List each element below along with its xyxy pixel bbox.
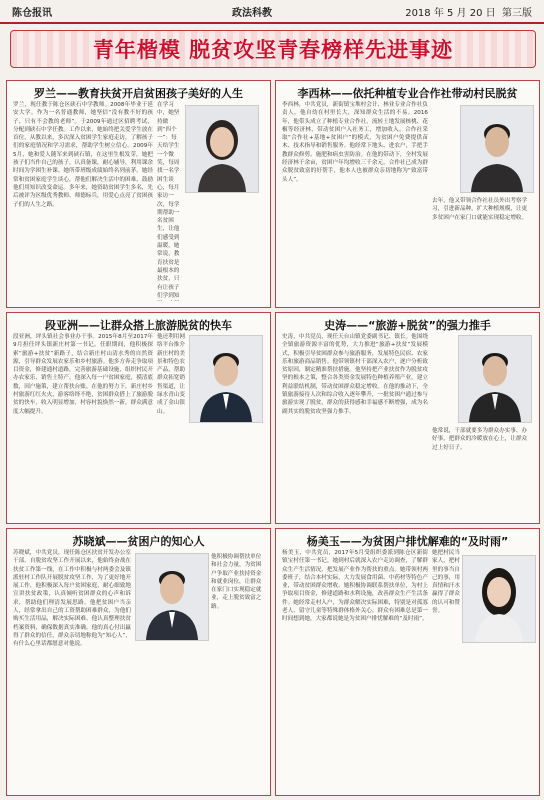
article-title: 苏晓斌——贫困户的知心人 bbox=[72, 535, 205, 548]
page-header bbox=[0, 0, 544, 24]
article-body: 苏晓斌，中共党员，现任陈仓区扶贫开发办公室干部。自脱贫攻坚工作开展以来，他始终奋战在扶贫工作第一线，在工作中积极与村两委会及镇派驻村工作队开展脱贫攻坚工作，为了更好地开展工作，他积极深入每户贫困家庭，耐心细致地宣讲扶贫政策，认真倾听贫困群众的心声和诉求，帮助他们理清发展思路。他把贫困户当亲人，经常拿出自己的工资帮助困难群众，为他们购买生活用品，解决实际困难。他认真整理扶贫档案资料，确保数据真实准确。他的真心付出赢得了群众的信任，群众亲切地称他为“知心人”，有什么心里话都愿意对他说。 bbox=[13, 550, 131, 648]
article-sidebar: 他还利用网络平台推介新庄村的美景和特色农产品，帮助群众拓宽销售渠道，让绿水青山变成了金山银山。 bbox=[157, 334, 185, 415]
portrait-illustration bbox=[461, 106, 533, 192]
article-sidebar: 他积极协调帮扶单位和社会力量，为贫困户争取产业扶持资金和就业岗位，让群众在家门口实现稳定就业，走上脱贫致富之路。 bbox=[211, 554, 262, 610]
article-sidebar: 在学习中，她坚持做到“四个一”：每天给学生一个微笑，每周找一名学困生谈心，每月家访一次，每学期帮助一名贫困生，让他们感受到温暖。她常说，教育扶贫是最根本的扶贫，只有让孩子们学到知 bbox=[157, 102, 180, 299]
portrait-photo bbox=[458, 335, 532, 423]
article-title: 罗兰——教育扶贫开启贫困孩子美好的人生 bbox=[34, 87, 243, 100]
article-title: 史涛——“旅游+脱贫”的强力推手 bbox=[324, 319, 491, 332]
article-duan-yazhou bbox=[6, 312, 271, 524]
portrait-illustration bbox=[186, 106, 258, 192]
portrait-photo bbox=[460, 105, 534, 193]
article-title: 段亚洲——让群众搭上旅游脱贫的快车 bbox=[45, 319, 232, 332]
page-number: 第三版 bbox=[502, 7, 532, 19]
article-su-xiaobin bbox=[6, 528, 271, 796]
portrait-photo bbox=[135, 553, 209, 641]
article-body: 史涛，中共党员，现任天台山镇党委副书记、镇长。他围绕全镇旅游资源丰富的优势，大力推进“旅游+扶贫”发展模式，积极引导贫困群众参与旅游服务，发展特色民宿、农家乐和旅游商品销售。他带领镇村干部深入农户，逐户分析致贫原因，制定精准帮扶措施。他坚持把产业扶贫作为脱贫攻坚的根本之策，整合各类资金发展特色种植养殖产业，建立利益联结机制，带动贫困群众稳定增收。在他的推动下，全镇旅游接待人次和综合收入逐年攀升，一批贫困户通过参与旅游实现了脱贫，群众的获得感和幸福感不断增强，成为名副其实的脱贫攻坚强力推手。 bbox=[282, 334, 428, 415]
article-title: 李西林——依托种植专业合作社带动村民脱贫 bbox=[297, 87, 518, 100]
article-sidebar: 她把村民当家人，把村里的事当自己的事，用真情和汗水赢得了群众的认可和赞誉。 bbox=[432, 550, 460, 615]
headline-banner bbox=[10, 30, 536, 68]
article-body: 李西林，中共党员，新街镇宝堆村会计、林业专业合作社负责人。他自幼在村里长大，深知群众生活的不易。2016年，他带头成立了种植专业合作社，流转土地发展核桃、花椒等经济林，带动贫困户入社务工，增加收入。合作社采取“合作社+基地+贫困户”的模式，为贫困户免费提供苗木、技术指导和销售服务。他经常下地头、进农户，手把手教群众修剪、施肥和病虫害防治。在他的带动下，全村发展经济林千余亩，贫困户年均增收三千余元，合作社已成为群众脱贫致富的好帮手，他本人也被群众亲切地称为“致富带头人”。 bbox=[282, 102, 428, 183]
portrait-illustration bbox=[463, 556, 535, 642]
issue-date: 2018 年 5 月 20 日 bbox=[405, 7, 496, 19]
article-body: 杨美玉，中共党员，2017年5月受组织委派到陈仓区新街镇宝村任第一书记。她到村后就深入农户走访调查，了解群众生产生活情况，把发展产业作为帮扶的重点。她带领村两委班子，结合本村实际，大力发展食用菌、中药材等特色产业，带动贫困群众增收。她积极协调联系帮扶单位，为村上争取项目资金，修建道路和水利设施，改善群众生产生活条件。她经常走村入户，为群众解决实际困难，特别是对孤寡老人、留守儿童等特殊群体格外关心。群众有困难总是第一时间想到她，大家都说她是为贫困户排忧解难的“及时雨”。 bbox=[282, 550, 428, 623]
article-title: 杨美玉——为贫困户排忧解难的“及时雨” bbox=[306, 535, 509, 548]
portrait-illustration bbox=[190, 336, 262, 422]
portrait-photo bbox=[189, 335, 263, 423]
article-body: 段亚洲，坪头镇社会事业办干事。2015年8月至2017年9月担任坪头镇新庄村第一书记。任职期间，他积极探索“旅游+扶贫”新路子，结合新庄村山清水秀的自然资源，引导群众发展农家乐和乡村旅游。他多方奔走争取项目资金，修建通村道路，完善旅游基础设施，组织村民开办农家乐、销售土特产。他深入每一户贫困家庭，摸清底数，因户施策，建立帮扶台账。在他的努力下，新庄村乡村旅游红红火火，游客络绎不绝，贫困群众搭上了旅游脱贫的快车，收入明显增加，村容村貌焕然一新，群众满意度大幅提升。 bbox=[13, 334, 153, 415]
portrait-illustration bbox=[459, 336, 531, 422]
article-shi-tao bbox=[275, 312, 540, 524]
date-page bbox=[405, 4, 532, 19]
article-yang-meiyu bbox=[275, 528, 540, 796]
portrait-illustration bbox=[136, 554, 208, 640]
portrait-photo bbox=[462, 555, 536, 643]
article-luo-lan bbox=[6, 80, 271, 308]
section-name: 政法科教 bbox=[232, 7, 272, 19]
article-li-xilin bbox=[275, 80, 540, 308]
headline: 青年楷模 脱贫攻坚青春榜样先进事迹 bbox=[92, 38, 454, 62]
article-sidebar: 去年，他又带领合作社社员外出考察学习，引进新品种，扩大种植规模，让更多贫困户在家门口就能实现稳定增收。 bbox=[432, 198, 528, 221]
portrait-photo bbox=[185, 105, 259, 193]
article-sidebar: 他常说，干部就要多为群众办实事、办好事，把群众的冷暖放在心上，让群众过上好日子。 bbox=[432, 428, 528, 451]
article-body: 罗兰，现任教于陈仓区硖石中学教师。2008年毕业于延安大学。作为一名普通教师，她坚信“没有教不好的孩子，只有不会教的老师”。于2009年通过区招聘考试，分配到硖石中学任教。工作以来，她始终把关爱学生放在首位，从教以来，多次深入贫困学生家庭走访，了解孩子们的家庭情况和学习需求，帮助学生树立信心。2009年5月，她和爱人随军来到硖石镇，在这里生根发芽，她把孩子们当作自己的孩子，认真备课，耐心辅导，利用课余时间为学困生补课。她所带班级成绩始终名列前茅。她经常和贫困家庭学生谈心，帮他们解决生活中的困难，鼓励他们用知识改变命运。多年来，她资助贫困学生多名，先后被评为区级优秀教师、师德标兵，用爱心点亮了贫困孩子们的人生之路。 bbox=[13, 102, 153, 208]
newspaper-name: 陈仓报讯 bbox=[12, 7, 52, 19]
